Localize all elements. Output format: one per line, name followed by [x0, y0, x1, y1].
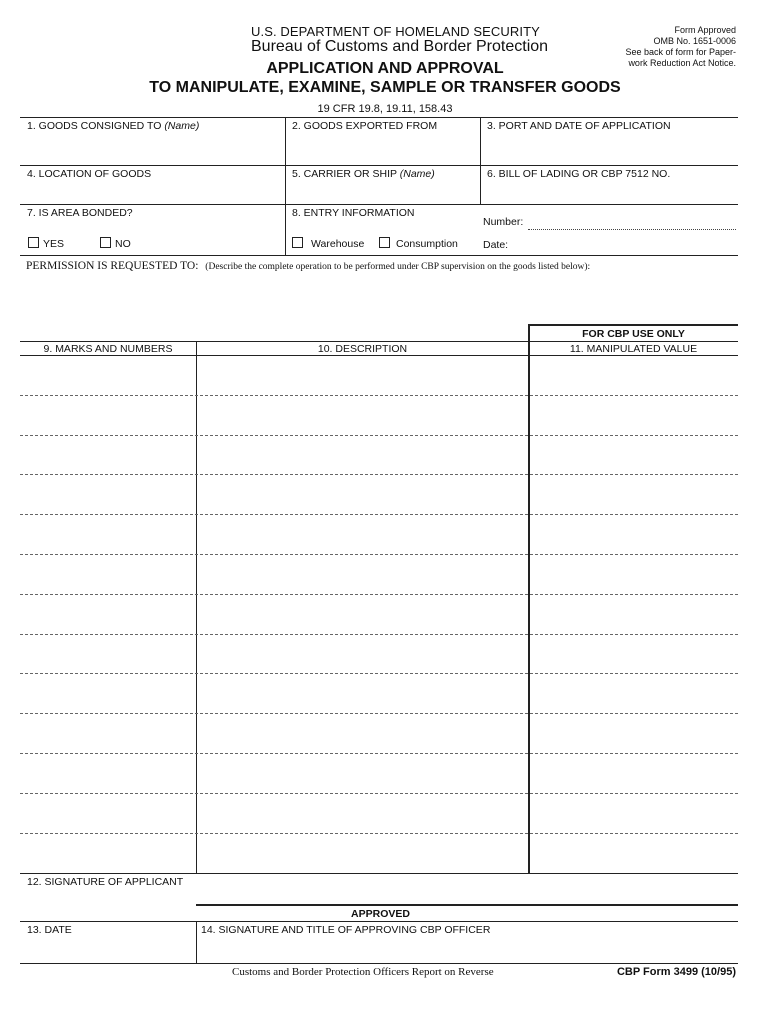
marks-numbers-cell[interactable] [22, 596, 194, 632]
form-title-line2: TO MANIPULATE, EXAMINE, SAMPLE OR TRANSFER GOODS [149, 79, 621, 96]
divider [196, 904, 738, 906]
manipulated-value-cell[interactable] [531, 357, 736, 393]
officers-report-note: Customs and Border Protection Officers Report on Reverse [232, 966, 494, 978]
divider [285, 117, 286, 255]
entry-number-line [528, 229, 736, 230]
manipulated-value-header: 11. MANIPULATED VALUE [569, 343, 698, 355]
form-number: CBP Form 3499 (10/95) [616, 966, 736, 978]
marks-numbers-cell[interactable] [22, 556, 194, 592]
marks-numbers-cell[interactable] [22, 835, 194, 871]
entry-date-label: Date: [483, 239, 509, 251]
applicant-signature-label: 12. SIGNATURE OF APPLICANT [27, 876, 184, 888]
description-cell[interactable] [198, 795, 526, 831]
description-cell[interactable] [198, 437, 526, 473]
divider [20, 963, 738, 964]
entry-date-field[interactable] [510, 236, 736, 252]
applicant-signature-field[interactable] [22, 889, 736, 903]
manipulated-value-cell[interactable] [531, 795, 736, 831]
marks-numbers-cell[interactable] [22, 755, 194, 791]
marks-numbers-cell[interactable] [22, 437, 194, 473]
manipulated-value-cell[interactable] [531, 675, 736, 711]
cfr-reference: 19 CFR 19.8, 19.11, 158.43 [317, 103, 453, 115]
bill-of-lading-field[interactable] [483, 181, 736, 202]
yes-checkbox[interactable] [28, 237, 39, 248]
bureau-name: Bureau of Customs and Border Protection [251, 38, 549, 55]
marks-numbers-cell[interactable] [22, 516, 194, 552]
warehouse-checkbox[interactable] [292, 237, 303, 248]
marks-numbers-cell[interactable] [22, 357, 194, 393]
carrier-name-hint: (Name) [399, 168, 435, 180]
consumption-checkbox[interactable] [379, 237, 390, 248]
department-name: U.S. DEPARTMENT OF HOMELAND SECURITY [251, 24, 540, 39]
port-date-field[interactable] [483, 134, 736, 163]
date-field[interactable] [22, 937, 194, 961]
permission-field[interactable] [22, 276, 736, 322]
divider [20, 873, 738, 874]
form-title-line1: APPLICATION AND APPROVAL [266, 60, 504, 77]
approving-officer-field[interactable] [199, 937, 736, 961]
marks-numbers-cell[interactable] [22, 675, 194, 711]
location-of-goods-field[interactable] [22, 181, 282, 202]
divider [480, 117, 481, 204]
description-cell[interactable] [198, 755, 526, 791]
omb-line: See back of form for Paper- [625, 47, 736, 57]
divider [20, 165, 738, 166]
description-cell[interactable] [198, 357, 526, 393]
divider [528, 324, 530, 873]
no-label: NO [115, 238, 131, 250]
goods-consigned-field[interactable] [22, 134, 282, 163]
divider [20, 255, 738, 256]
marks-numbers-cell[interactable] [22, 476, 194, 512]
port-date-label: 3. PORT AND DATE OF APPLICATION [487, 120, 671, 132]
carrier-label [292, 168, 435, 180]
approved-label: APPROVED [351, 908, 410, 920]
manipulated-value-cell[interactable] [531, 755, 736, 791]
goods-exported-field[interactable] [288, 134, 477, 163]
location-of-goods-label: 4. LOCATION OF GOODS [27, 168, 152, 180]
goods-consigned-name-hint: (Name) [164, 120, 200, 132]
carrier-text: 5. CARRIER OR SHIP [292, 168, 397, 180]
marks-numbers-cell[interactable] [22, 715, 194, 751]
description-cell[interactable] [198, 476, 526, 512]
manipulated-value-cell[interactable] [531, 476, 736, 512]
description-cell[interactable] [198, 835, 526, 871]
goods-consigned-label [27, 120, 199, 132]
area-bonded-label: 7. IS AREA BONDED? [27, 207, 133, 219]
consumption-label: Consumption [396, 238, 458, 250]
omb-line: Form Approved [674, 25, 736, 35]
marks-numbers-cell[interactable] [22, 636, 194, 672]
warehouse-label: Warehouse [311, 238, 365, 250]
omb-line: work Reduction Act Notice. [628, 58, 736, 68]
permission-text: PERMISSION IS REQUESTED TO: [26, 260, 199, 272]
divider [20, 355, 738, 356]
permission-label [26, 260, 590, 272]
row-divider [20, 673, 738, 674]
divider [20, 921, 738, 922]
goods-consigned-text: 1. GOODS CONSIGNED TO [27, 120, 162, 132]
entry-information-label: 8. ENTRY INFORMATION [292, 207, 415, 219]
description-header: 10. DESCRIPTION [317, 343, 408, 355]
permission-note: (Describe the complete operation to be performed under CBP supervision on the goods listed below): [205, 262, 591, 272]
description-cell[interactable] [198, 675, 526, 711]
manipulated-value-cell[interactable] [531, 715, 736, 751]
no-checkbox[interactable] [100, 237, 111, 248]
goods-exported-label: 2. GOODS EXPORTED FROM [292, 120, 438, 132]
manipulated-value-cell[interactable] [531, 596, 736, 632]
approving-officer-label: 14. SIGNATURE AND TITLE OF APPROVING CBP OFFICER [201, 924, 491, 936]
description-cell[interactable] [198, 397, 526, 433]
description-cell[interactable] [198, 516, 526, 552]
row-divider [20, 474, 738, 475]
entry-number-label: Number: [483, 216, 524, 228]
manipulated-value-cell[interactable] [531, 437, 736, 473]
divider [528, 324, 738, 326]
row-divider [20, 554, 738, 555]
yes-label: YES [43, 238, 65, 250]
divider [20, 341, 738, 342]
date-label: 13. DATE [27, 924, 72, 936]
row-divider [20, 713, 738, 714]
row-divider [20, 514, 738, 515]
manipulated-value-cell[interactable] [531, 397, 736, 433]
divider [20, 204, 738, 205]
manipulated-value-cell[interactable] [531, 636, 736, 672]
manipulated-value-cell[interactable] [531, 556, 736, 592]
manipulated-value-cell[interactable] [531, 835, 736, 871]
marks-numbers-header: 9. MARKS AND NUMBERS [43, 343, 173, 355]
marks-numbers-cell[interactable] [22, 795, 194, 831]
divider [196, 921, 197, 963]
marks-numbers-cell[interactable] [22, 397, 194, 433]
carrier-field[interactable] [288, 181, 477, 202]
manipulated-value-cell[interactable] [531, 516, 736, 552]
row-divider [20, 753, 738, 754]
description-cell[interactable] [198, 636, 526, 672]
entry-number-field[interactable] [528, 213, 736, 229]
description-cell[interactable] [198, 556, 526, 592]
description-cell[interactable] [198, 596, 526, 632]
omb-line: OMB No. 1651-0006 [653, 36, 736, 46]
bill-of-lading-label: 6. BILL OF LADING OR CBP 7512 NO. [487, 168, 671, 180]
description-cell[interactable] [198, 715, 526, 751]
divider [20, 117, 738, 118]
cbp-use-only-label: FOR CBP USE ONLY [582, 328, 685, 340]
